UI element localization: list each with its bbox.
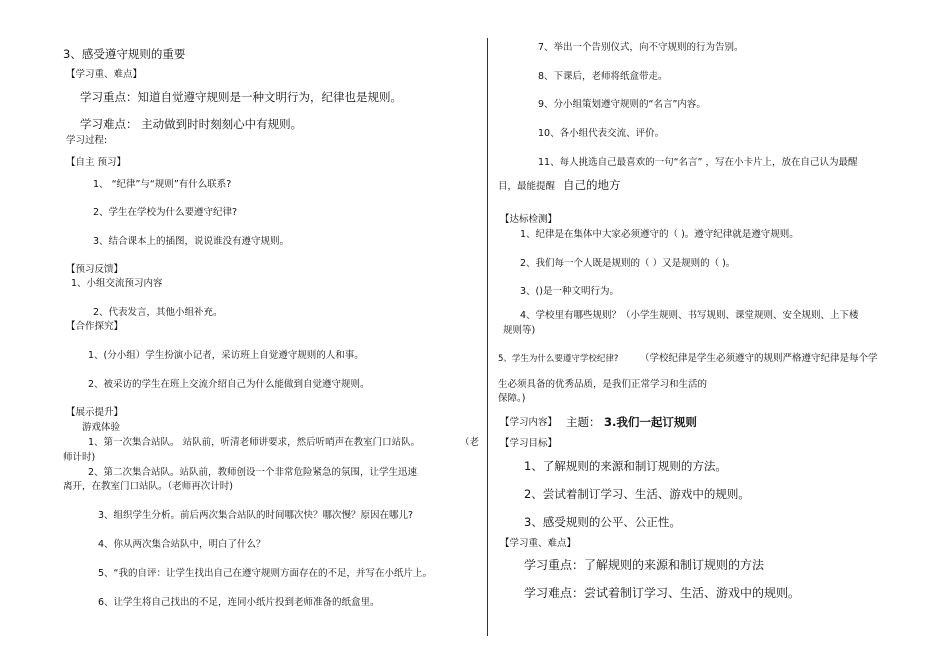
right-focus-header: 【学习重、难点】 xyxy=(500,538,577,549)
coop-header: 【合作探究】 xyxy=(66,321,124,332)
right-difficulty: 学习难点：尝试着制订学习、生活、游戏中的规则。 xyxy=(524,586,801,600)
content-topic-title: 3.我们一起订规则 xyxy=(604,415,697,429)
step-4: 4、你从两次集合站队中，明白了什么？ xyxy=(98,539,266,550)
test-item-5-question: 5、学生为什么要遵守学校纪律? xyxy=(498,354,619,364)
step-11-emph: 自己的地方 xyxy=(563,178,621,192)
step-10: 10、各小组代表交流、评价。 xyxy=(538,128,665,139)
test-item-5-answer-end: 保障。) xyxy=(498,393,526,404)
feedback-item-1: 1、小组交流预习内容 xyxy=(71,278,163,289)
difficulty: 学习难点： 主动做到时时刻刻心中有规则。 xyxy=(80,117,303,131)
column-divider xyxy=(487,38,488,636)
step-1-note-cont: 师计时) xyxy=(63,452,96,463)
test-item-5-answer-cont: 生必须具备的优秀品质，是我们正常学习和生活的 xyxy=(498,379,708,390)
goal-3: 3、感受规则的公平、公正性。 xyxy=(524,515,681,529)
test-item-2: 2、我们每一个人既是规则的（ ）又是规则的（ )。 xyxy=(520,258,736,269)
content-topic-label: 主题： xyxy=(566,415,601,429)
step-3: 3、组织学生分析。前后两次集合站队的时间哪次快？哪次慢？原因在哪儿? xyxy=(98,510,414,521)
step-1-note: （老 xyxy=(460,437,480,448)
preview-header: 【自主 预习】 xyxy=(66,157,127,168)
feedback-item-2: 2、代表发言，其他小组补充。 xyxy=(93,307,223,318)
lesson-title: 3、感受遵守规则的重要 xyxy=(63,47,186,61)
step-11-cont: 目，最能提醒 xyxy=(498,181,556,192)
step-2: 2、第二次集合站队。站队前，教师创设一个非常危险紧急的氛围，让学生迅速 xyxy=(88,467,418,478)
step-1: 1、第一次集合站队。 站队前，听清老师讲要求，然后听哨声在教室门口站队。 xyxy=(88,437,421,448)
test-item-4: 4、学校里有哪些规则？（小学生规则、书写规则、课堂规则、安全规则、上下楼 xyxy=(520,310,859,321)
step-6: 6、让学生将自己找出的不足，连同小纸片投到老师准备的纸盒里。 xyxy=(98,597,380,608)
test-item-3: 3、()是一种文明行为。 xyxy=(520,286,619,297)
process-label: 学习过程: xyxy=(66,135,108,146)
focus-header: 【学习重、难点】 xyxy=(66,69,143,80)
test-item-1: 1、纪律是在集体中大家必须遵守的（ )。遵守纪律就是遵守规则。 xyxy=(520,229,799,240)
step-8: 8、下课后，老师将纸盒带走。 xyxy=(538,71,668,82)
step-11: 11、每人挑选自己最喜欢的一句“名言” ，写在小卡片上，放在自己认为最醒 xyxy=(538,157,858,168)
right-key-point: 学习重点：了解规则的来源和制订规则的方法 xyxy=(524,558,765,572)
coop-item-1: 1、(分小组）学生扮演小记者，采访班上自觉遵守规则的人和事。 xyxy=(88,350,364,361)
test-header: 【达标检测】 xyxy=(500,214,558,225)
feedback-header: 【预习反馈】 xyxy=(66,264,124,275)
step-2-cont: 离开，在教室门口站队。（老师再次计时) xyxy=(63,481,233,492)
goal-1: 1、了解规则的来源和制订规则的方法。 xyxy=(524,459,727,473)
game-label: 游戏体验 xyxy=(82,422,121,433)
goals-header: 【学习目标】 xyxy=(500,438,558,449)
preview-question-2: 2、学生在学校为什么要遵守纪律? xyxy=(93,207,238,218)
preview-question-1: 1、 “纪律”与“规则”有什么联系? xyxy=(93,179,232,190)
step-9: 9、分小组策划遵守规则的“名言”内容。 xyxy=(538,99,706,110)
preview-question-3: 3、结合课本上的插图，说说谁没有遵守规则。 xyxy=(93,236,290,247)
coop-item-2: 2、被采访的学生在班上交流介绍自己为什么能做到自觉遵守规则。 xyxy=(88,379,370,390)
goal-2: 2、尝试着制订学习、生活、游戏中的规则。 xyxy=(524,487,750,501)
step-7: 7、举出一个告别仪式，向不守规则的行为告别。 xyxy=(538,42,744,53)
test-item-4-cont: 规则等) xyxy=(503,325,536,336)
key-point: 学习重点：知道自觉遵守规则是一种文明行为，纪律也是规则。 xyxy=(80,90,402,104)
content-header: 【学习内容】 xyxy=(500,417,558,428)
test-item-5-answer: （学校纪律是学生必须遵守的规则严格遵守纪律是每个学 xyxy=(640,353,878,364)
step-5: 5、“我的自评：让学生找出自己在遵守规则方面存在的不足，并写在小纸片上。 xyxy=(98,568,432,579)
show-header: 【展示提升】 xyxy=(66,407,124,418)
